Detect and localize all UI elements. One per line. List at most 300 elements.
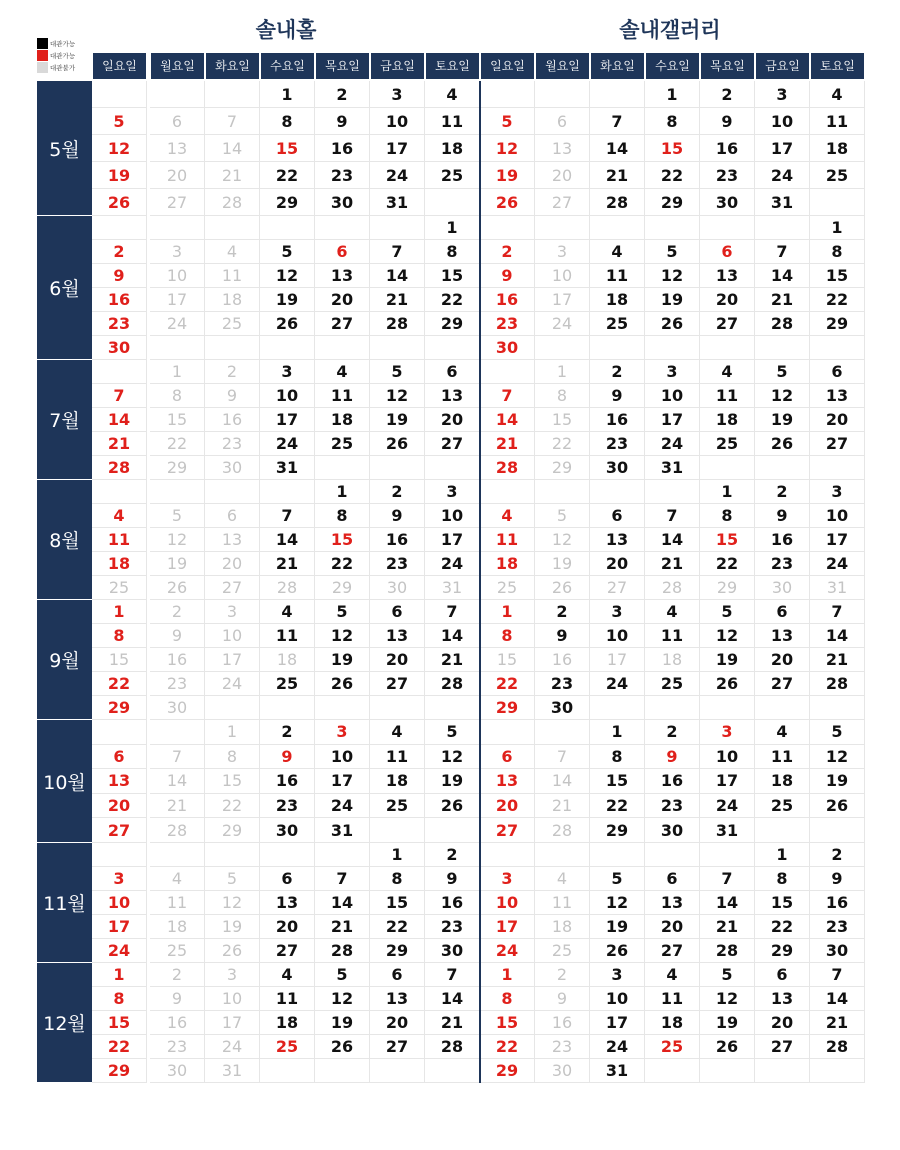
day-cell: 8 xyxy=(590,745,645,770)
day-cell: 17 xyxy=(590,1011,645,1035)
day-cell xyxy=(535,480,590,504)
day-cell: 25 xyxy=(205,312,260,336)
day-cell: 25 xyxy=(590,312,645,336)
day-cell: 9 xyxy=(150,987,205,1011)
day-cell: 24 xyxy=(205,1035,260,1059)
day-cell: 26 xyxy=(590,939,645,963)
day-cell xyxy=(260,336,315,360)
legend-label: 대관가능 xyxy=(50,51,76,60)
day-header: 목요일 xyxy=(701,53,754,79)
day-cell: 28 xyxy=(370,312,425,336)
day-cell: 18 xyxy=(755,769,810,794)
day-cell: 2 xyxy=(150,963,205,987)
day-cell: 12 xyxy=(315,624,370,648)
day-cell: 14 xyxy=(425,624,480,648)
day-cell: 20 xyxy=(205,552,260,576)
day-cell: 12 xyxy=(700,624,755,648)
day-cell xyxy=(260,480,315,504)
day-cell: 15 xyxy=(700,528,755,552)
day-cell xyxy=(92,360,147,384)
day-cell: 19 xyxy=(535,552,590,576)
day-cell: 24 xyxy=(590,672,645,696)
day-cell: 18 xyxy=(370,769,425,794)
day-cell: 8 xyxy=(700,504,755,528)
day-header: 수요일 xyxy=(261,53,314,79)
day-cell: 16 xyxy=(645,769,700,794)
day-cell xyxy=(370,456,425,480)
day-cell: 20 xyxy=(150,162,205,189)
day-cell: 27 xyxy=(810,432,865,456)
day-cell xyxy=(205,480,260,504)
day-cell: 28 xyxy=(480,456,535,480)
day-cell: 17 xyxy=(370,135,425,162)
day-cell: 3 xyxy=(535,240,590,264)
day-cell: 15 xyxy=(480,1011,535,1035)
day-cell: 18 xyxy=(480,552,535,576)
day-cell: 29 xyxy=(92,1059,147,1083)
day-cell: 13 xyxy=(370,624,425,648)
day-cell: 25 xyxy=(315,432,370,456)
day-cell: 14 xyxy=(590,135,645,162)
day-cell: 13 xyxy=(150,135,205,162)
day-cell: 27 xyxy=(535,189,590,216)
day-cell: 6 xyxy=(370,963,425,987)
day-cell: 8 xyxy=(260,108,315,135)
day-cell: 23 xyxy=(150,1035,205,1059)
day-cell: 15 xyxy=(480,648,535,672)
day-cell: 12 xyxy=(205,891,260,915)
day-cell: 17 xyxy=(425,528,480,552)
day-cell: 11 xyxy=(315,384,370,408)
day-cell: 14 xyxy=(205,135,260,162)
day-cell xyxy=(810,189,865,216)
day-cell: 17 xyxy=(590,648,645,672)
day-cell: 10 xyxy=(480,891,535,915)
day-cell: 22 xyxy=(92,672,147,696)
day-cell xyxy=(315,843,370,867)
day-cell: 13 xyxy=(480,769,535,794)
day-cell: 25 xyxy=(700,432,755,456)
day-cell: 28 xyxy=(645,576,700,600)
day-cell: 13 xyxy=(370,987,425,1011)
day-cell: 6 xyxy=(370,600,425,624)
day-header: 월요일 xyxy=(536,53,589,79)
day-cell: 1 xyxy=(150,360,205,384)
day-cell: 9 xyxy=(535,624,590,648)
day-cell xyxy=(700,1059,755,1083)
day-cell: 2 xyxy=(810,843,865,867)
day-cell: 11 xyxy=(480,528,535,552)
day-cell: 26 xyxy=(755,432,810,456)
day-cell: 18 xyxy=(645,1011,700,1035)
month-label: 12월 xyxy=(37,963,92,1082)
day-cell: 22 xyxy=(260,162,315,189)
day-cell: 5 xyxy=(480,108,535,135)
day-cell: 1 xyxy=(755,843,810,867)
day-cell: 3 xyxy=(370,81,425,108)
day-cell: 15 xyxy=(590,769,645,794)
day-cell: 23 xyxy=(810,915,865,939)
day-cell xyxy=(150,720,205,745)
day-cell: 24 xyxy=(590,1035,645,1059)
venue-title-gallery: 솔내갤러리 xyxy=(619,18,721,42)
day-cell: 3 xyxy=(260,360,315,384)
month-label: 8월 xyxy=(37,480,92,599)
day-cell: 7 xyxy=(425,600,480,624)
day-cell xyxy=(425,818,480,843)
day-cell: 13 xyxy=(645,891,700,915)
day-cell: 14 xyxy=(315,891,370,915)
day-cell xyxy=(315,1059,370,1083)
day-cell: 3 xyxy=(425,480,480,504)
day-cell xyxy=(315,696,370,720)
day-cell: 31 xyxy=(755,189,810,216)
day-cell: 13 xyxy=(425,384,480,408)
day-cell: 2 xyxy=(150,600,205,624)
day-cell: 1 xyxy=(92,963,147,987)
day-cell: 28 xyxy=(700,939,755,963)
day-cell: 22 xyxy=(590,794,645,819)
day-cell: 29 xyxy=(590,818,645,843)
day-cell: 8 xyxy=(205,745,260,770)
day-cell: 18 xyxy=(92,552,147,576)
day-cell: 20 xyxy=(535,162,590,189)
day-header: 토요일 xyxy=(426,53,479,79)
day-cell: 1 xyxy=(480,600,535,624)
day-cell xyxy=(700,843,755,867)
day-cell: 30 xyxy=(260,818,315,843)
day-cell: 1 xyxy=(425,216,480,240)
day-cell xyxy=(645,480,700,504)
day-cell: 20 xyxy=(315,288,370,312)
day-cell: 4 xyxy=(260,963,315,987)
day-cell: 18 xyxy=(205,288,260,312)
day-header: 목요일 xyxy=(316,53,369,79)
day-cell: 13 xyxy=(205,528,260,552)
day-cell: 14 xyxy=(535,769,590,794)
day-cell: 8 xyxy=(810,240,865,264)
day-cell: 29 xyxy=(92,696,147,720)
day-cell: 12 xyxy=(535,528,590,552)
day-cell: 11 xyxy=(700,384,755,408)
day-cell: 20 xyxy=(810,408,865,432)
day-cell: 31 xyxy=(370,189,425,216)
day-cell: 24 xyxy=(700,794,755,819)
day-cell xyxy=(370,216,425,240)
day-cell xyxy=(92,720,147,745)
day-cell xyxy=(370,696,425,720)
day-cell: 6 xyxy=(425,360,480,384)
day-cell: 26 xyxy=(535,576,590,600)
day-cell: 25 xyxy=(535,939,590,963)
day-cell: 7 xyxy=(810,600,865,624)
day-cell: 12 xyxy=(370,384,425,408)
day-cell: 2 xyxy=(480,240,535,264)
day-cell: 29 xyxy=(150,456,205,480)
day-cell xyxy=(205,336,260,360)
day-cell: 1 xyxy=(370,843,425,867)
day-cell: 28 xyxy=(810,672,865,696)
day-cell: 16 xyxy=(535,1011,590,1035)
day-cell: 30 xyxy=(425,939,480,963)
day-cell xyxy=(480,216,535,240)
day-cell: 31 xyxy=(645,456,700,480)
day-cell: 8 xyxy=(645,108,700,135)
day-cell: 5 xyxy=(700,600,755,624)
day-cell: 22 xyxy=(370,915,425,939)
day-cell: 19 xyxy=(260,288,315,312)
day-cell: 4 xyxy=(260,600,315,624)
day-cell: 20 xyxy=(755,648,810,672)
day-cell: 29 xyxy=(205,818,260,843)
day-cell: 30 xyxy=(92,336,147,360)
day-cell: 31 xyxy=(810,576,865,600)
day-cell: 28 xyxy=(205,189,260,216)
day-cell: 24 xyxy=(480,939,535,963)
day-cell: 6 xyxy=(315,240,370,264)
day-cell: 29 xyxy=(480,696,535,720)
day-cell: 2 xyxy=(92,240,147,264)
day-cell: 25 xyxy=(370,794,425,819)
day-cell: 15 xyxy=(260,135,315,162)
day-cell: 23 xyxy=(535,672,590,696)
day-cell: 26 xyxy=(205,939,260,963)
day-cell xyxy=(645,216,700,240)
day-cell: 14 xyxy=(150,769,205,794)
day-cell: 17 xyxy=(260,408,315,432)
day-cell: 12 xyxy=(150,528,205,552)
day-cell: 26 xyxy=(810,794,865,819)
day-cell xyxy=(370,818,425,843)
day-cell: 9 xyxy=(590,384,645,408)
day-cell: 8 xyxy=(535,384,590,408)
day-cell: 12 xyxy=(590,891,645,915)
day-cell: 21 xyxy=(810,648,865,672)
day-cell: 12 xyxy=(645,264,700,288)
day-cell xyxy=(535,81,590,108)
day-cell: 15 xyxy=(645,135,700,162)
day-cell: 26 xyxy=(92,189,147,216)
day-cell xyxy=(700,216,755,240)
day-cell: 15 xyxy=(92,648,147,672)
day-cell: 23 xyxy=(150,672,205,696)
day-cell: 24 xyxy=(260,432,315,456)
day-cell: 16 xyxy=(810,891,865,915)
day-cell: 26 xyxy=(260,312,315,336)
day-header: 월요일 xyxy=(151,53,204,79)
day-cell: 18 xyxy=(535,915,590,939)
day-cell: 21 xyxy=(645,552,700,576)
day-cell: 7 xyxy=(590,108,645,135)
day-cell: 7 xyxy=(370,240,425,264)
day-cell: 8 xyxy=(370,867,425,891)
day-cell: 28 xyxy=(535,818,590,843)
day-cell: 15 xyxy=(150,408,205,432)
day-cell xyxy=(150,216,205,240)
day-cell: 10 xyxy=(535,264,590,288)
day-cell: 28 xyxy=(590,189,645,216)
day-cell: 27 xyxy=(315,312,370,336)
day-cell: 29 xyxy=(370,939,425,963)
day-cell: 10 xyxy=(370,108,425,135)
day-header: 금요일 xyxy=(756,53,809,79)
day-cell: 7 xyxy=(260,504,315,528)
day-cell: 26 xyxy=(315,672,370,696)
day-cell: 25 xyxy=(260,1035,315,1059)
day-cell: 2 xyxy=(535,600,590,624)
day-cell xyxy=(590,336,645,360)
day-cell: 12 xyxy=(315,987,370,1011)
day-header: 화요일 xyxy=(591,53,644,79)
day-cell: 12 xyxy=(480,135,535,162)
day-cell: 15 xyxy=(205,769,260,794)
day-cell: 22 xyxy=(810,288,865,312)
day-cell: 4 xyxy=(480,504,535,528)
day-cell: 21 xyxy=(480,432,535,456)
day-cell: 17 xyxy=(535,288,590,312)
day-cell: 16 xyxy=(260,769,315,794)
day-cell: 31 xyxy=(260,456,315,480)
day-cell: 31 xyxy=(590,1059,645,1083)
day-cell: 5 xyxy=(755,360,810,384)
day-cell xyxy=(590,696,645,720)
day-cell: 23 xyxy=(590,432,645,456)
day-cell xyxy=(590,843,645,867)
day-cell: 18 xyxy=(700,408,755,432)
day-cell: 4 xyxy=(205,240,260,264)
day-cell: 31 xyxy=(205,1059,260,1083)
day-cell xyxy=(425,1059,480,1083)
day-cell: 17 xyxy=(92,915,147,939)
month-label: 5월 xyxy=(37,81,92,215)
day-cell: 20 xyxy=(370,648,425,672)
day-cell: 27 xyxy=(92,818,147,843)
day-cell: 30 xyxy=(315,189,370,216)
day-cell: 20 xyxy=(92,794,147,819)
day-cell xyxy=(535,216,590,240)
day-cell xyxy=(92,81,147,108)
day-cell xyxy=(810,1059,865,1083)
day-cell xyxy=(755,216,810,240)
day-cell: 22 xyxy=(535,432,590,456)
day-cell: 2 xyxy=(425,843,480,867)
day-cell: 3 xyxy=(700,720,755,745)
day-cell xyxy=(810,696,865,720)
day-cell: 21 xyxy=(755,288,810,312)
day-cell xyxy=(645,843,700,867)
day-cell: 10 xyxy=(205,624,260,648)
day-cell: 10 xyxy=(700,745,755,770)
day-cell: 14 xyxy=(810,624,865,648)
day-cell: 6 xyxy=(645,867,700,891)
day-cell: 2 xyxy=(590,360,645,384)
day-cell: 5 xyxy=(92,108,147,135)
day-cell: 15 xyxy=(92,1011,147,1035)
day-cell: 26 xyxy=(315,1035,370,1059)
day-cell: 31 xyxy=(425,576,480,600)
day-cell: 27 xyxy=(755,1035,810,1059)
day-cell: 10 xyxy=(590,987,645,1011)
day-cell: 4 xyxy=(590,240,645,264)
day-cell: 31 xyxy=(700,818,755,843)
day-cell: 2 xyxy=(645,720,700,745)
day-cell xyxy=(205,216,260,240)
day-cell: 30 xyxy=(535,696,590,720)
day-cell xyxy=(92,216,147,240)
day-cell: 24 xyxy=(755,162,810,189)
day-cell: 16 xyxy=(150,648,205,672)
day-cell: 13 xyxy=(810,384,865,408)
day-cell: 16 xyxy=(755,528,810,552)
day-cell: 25 xyxy=(480,576,535,600)
day-cell: 30 xyxy=(590,456,645,480)
day-cell: 26 xyxy=(645,312,700,336)
day-cell: 16 xyxy=(150,1011,205,1035)
day-cell: 4 xyxy=(810,81,865,108)
day-cell xyxy=(150,336,205,360)
day-cell: 14 xyxy=(645,528,700,552)
day-cell: 15 xyxy=(370,891,425,915)
day-cell: 7 xyxy=(810,963,865,987)
day-cell: 29 xyxy=(755,939,810,963)
day-cell: 16 xyxy=(370,528,425,552)
day-cell: 29 xyxy=(480,1059,535,1083)
day-cell: 20 xyxy=(425,408,480,432)
day-cell: 27 xyxy=(590,576,645,600)
day-cell: 8 xyxy=(755,867,810,891)
day-cell: 26 xyxy=(700,672,755,696)
day-cell: 3 xyxy=(810,480,865,504)
day-cell: 10 xyxy=(755,108,810,135)
day-cell: 10 xyxy=(92,891,147,915)
day-cell: 22 xyxy=(700,552,755,576)
month-label: 11월 xyxy=(37,843,92,962)
day-cell: 7 xyxy=(480,384,535,408)
day-cell: 12 xyxy=(700,987,755,1011)
day-cell: 22 xyxy=(205,794,260,819)
day-cell: 10 xyxy=(315,745,370,770)
day-cell: 26 xyxy=(425,794,480,819)
day-cell: 17 xyxy=(755,135,810,162)
day-cell: 2 xyxy=(535,963,590,987)
day-cell: 8 xyxy=(92,624,147,648)
day-cell: 30 xyxy=(150,696,205,720)
day-cell: 17 xyxy=(150,288,205,312)
day-cell: 12 xyxy=(755,384,810,408)
day-cell: 23 xyxy=(700,162,755,189)
day-cell: 25 xyxy=(92,576,147,600)
day-cell: 4 xyxy=(645,600,700,624)
day-cell: 9 xyxy=(92,264,147,288)
day-cell: 22 xyxy=(755,915,810,939)
day-cell: 7 xyxy=(150,745,205,770)
day-cell: 21 xyxy=(535,794,590,819)
day-cell: 17 xyxy=(810,528,865,552)
day-cell: 23 xyxy=(205,432,260,456)
day-cell: 6 xyxy=(755,963,810,987)
day-cell xyxy=(260,843,315,867)
venue-title-hall: 솔내홀 xyxy=(255,18,317,42)
day-cell: 19 xyxy=(205,915,260,939)
day-cell: 22 xyxy=(645,162,700,189)
day-cell xyxy=(755,1059,810,1083)
day-cell: 19 xyxy=(810,769,865,794)
day-cell xyxy=(315,456,370,480)
day-cell: 14 xyxy=(425,987,480,1011)
day-cell: 29 xyxy=(810,312,865,336)
day-cell: 9 xyxy=(810,867,865,891)
day-cell: 21 xyxy=(700,915,755,939)
